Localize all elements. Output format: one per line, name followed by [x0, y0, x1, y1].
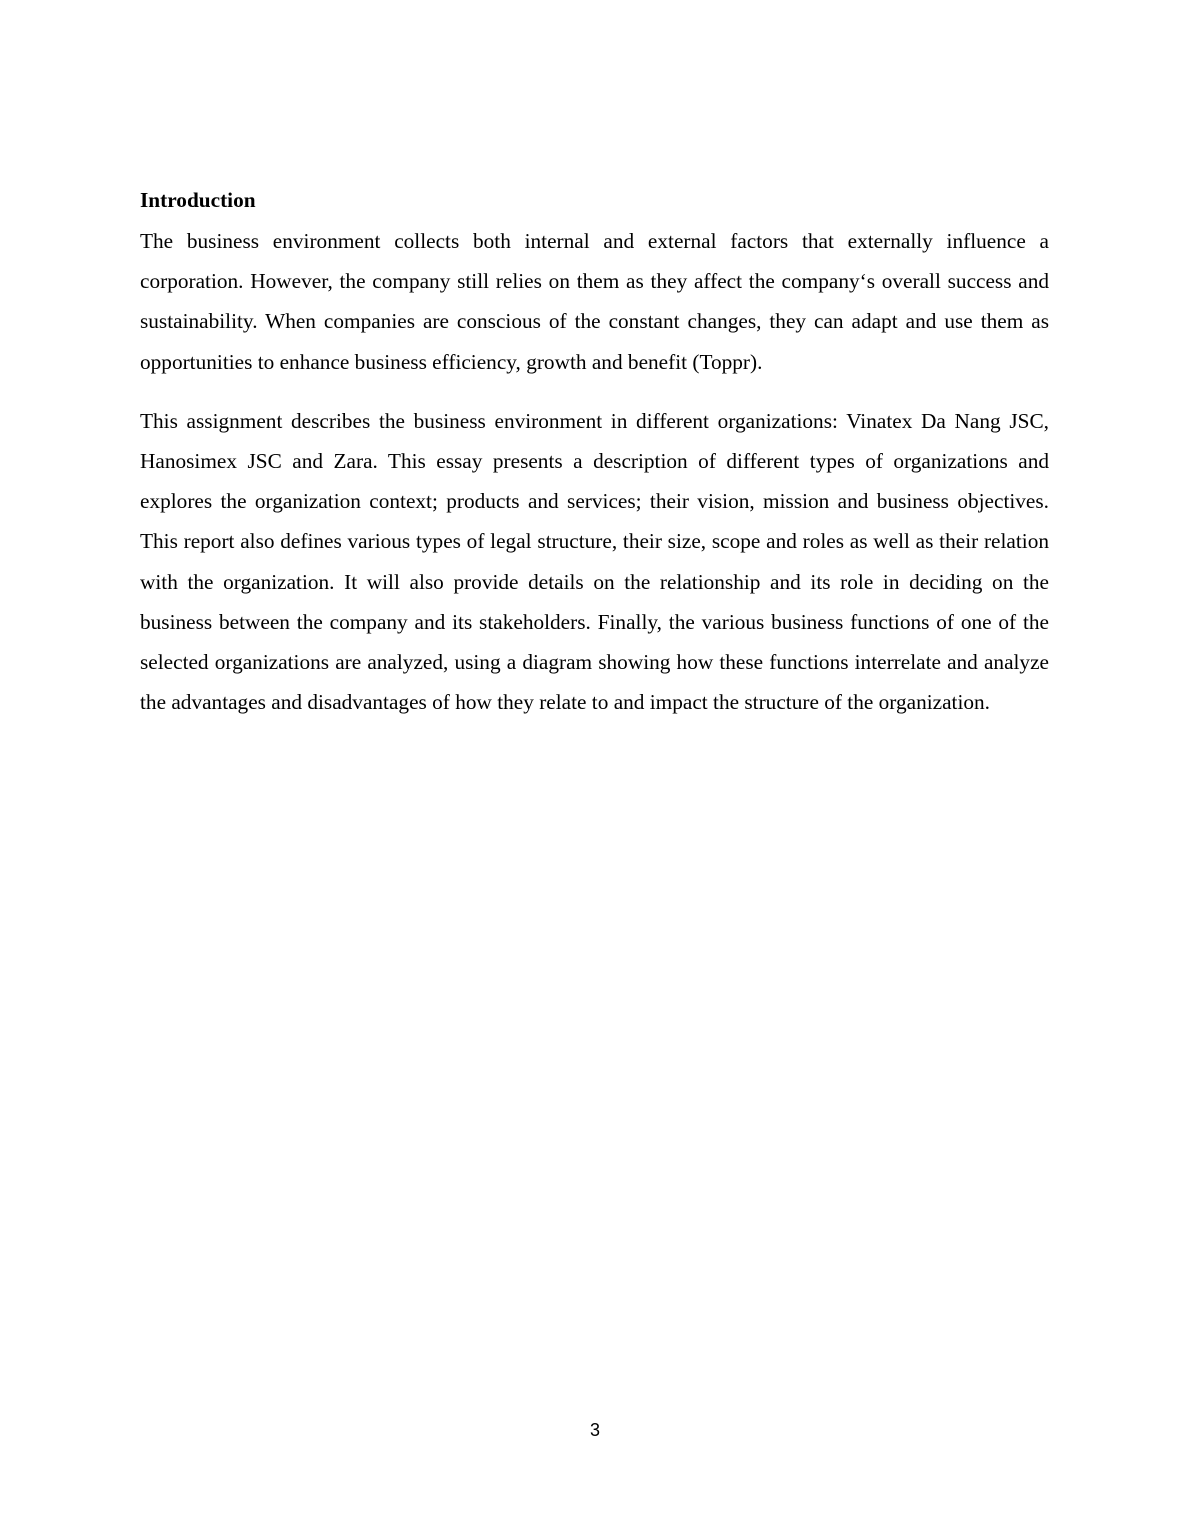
paragraph-1: The business environment collects both internal and external factors that externally influence a corporation. However, the company still relies on them as they affect the company‘s overall success and sustainability. When companies are conscious of the constant changes, they can adapt and use them as opportunities to enhance business efficiency, growth and benefit (Toppr).	[140, 229, 1049, 374]
paragraph-2: This assignment describes the business environment in different organizations: Vinatex Da Nang JSC, Hanosimex JSC and Zara. This essay presents a description of different types of organizations and explores the organization context; products and services; their vision, mission and business objectives. This report also defines various types of legal structure, their size, scope and roles as well as their relation with the organization. It will also provide details on the relationship and its role in deciding on the business between the company and its stakeholders. Finally, the various business functions of one of the selected organizations are analyzed, using a diagram showing how these functions interrelate and analyze the advantages and disadvantages of how they relate to and impact the structure of the organization.	[140, 408, 1049, 715]
page-number: 3	[589, 1420, 600, 1440]
section-heading: Introduction	[140, 188, 256, 212]
page-body	[140, 185, 1049, 722]
